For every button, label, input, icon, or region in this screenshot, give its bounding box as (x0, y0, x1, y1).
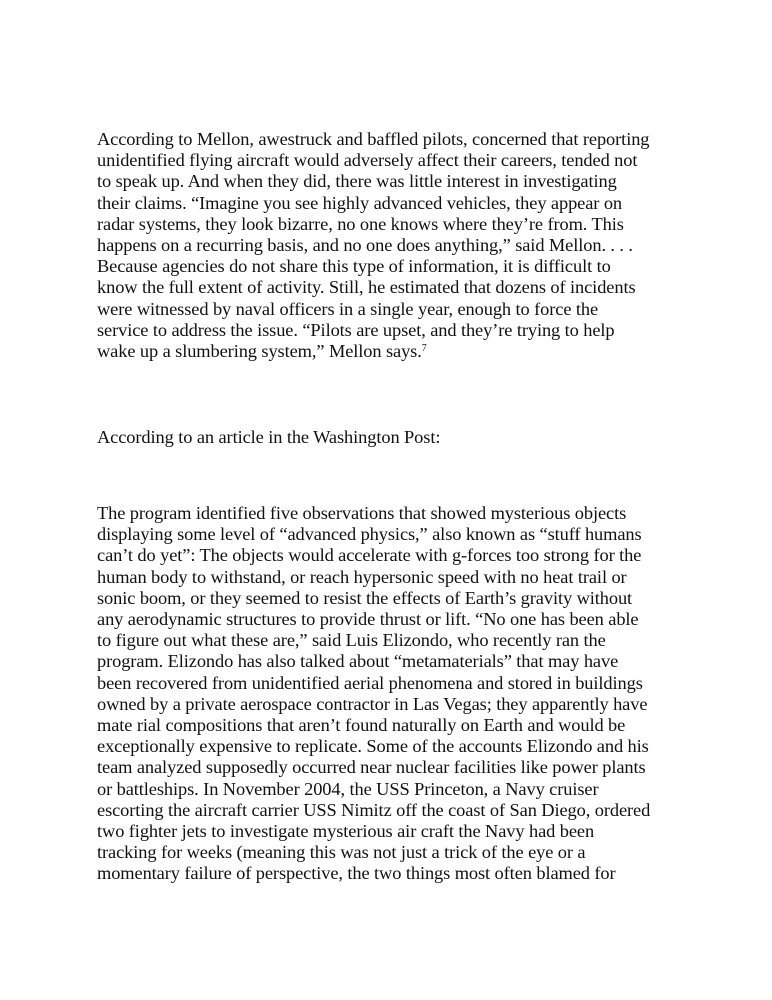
footnote-marker: 7 (421, 343, 427, 355)
text-line: The program identified five observations that showed mysterious objects (97, 503, 627, 523)
text-line: human body to withstand, or reach hypersonic speed with no heat trail or (97, 566, 627, 587)
text-line: happens on a recurring basis, and no one does anything,” said Mellon. . . . (97, 235, 633, 256)
text-line: been recovered from unidentified aerial phenomena and stored in buildings (97, 672, 643, 693)
text-line: escorting the aircraft carrier USS Nimitz off the coast of San Diego, ordered (97, 799, 651, 820)
text-line: program. Elizondo has also talked about “metamaterials” that may have (97, 651, 619, 672)
text-line: two fighter jets to investigate mysterious air craft the Navy had been (97, 821, 595, 842)
text-line: According to an article in the Washington Post: (97, 427, 441, 447)
quote-paragraph-mellon (97, 129, 687, 362)
text-line: or battleships. In November 2004, the USS Princeton, a Navy cruiser (97, 778, 599, 799)
text-line-last (97, 341, 687, 362)
text-line: their claims. “Imagine you see highly advanced vehicles, they appear on (97, 192, 623, 213)
text-line: can’t do yet”: The objects would accelerate with g-forces too strong for the (97, 545, 642, 566)
text-line: unidentified flying aircraft would adversely affect their careers, tended not (97, 150, 638, 171)
quote-paragraph-program (97, 503, 687, 885)
text-line: tracking for weeks (meaning this was not just a trick of the eye or a (97, 842, 586, 863)
text-line: team analyzed supposedly occurred near nuclear facilities like power plants (97, 757, 646, 778)
text-line: sonic boom, or they seemed to resist the effects of Earth’s gravity without (97, 587, 633, 608)
text-line-content: wake up a slumbering system,” Mellon says. (97, 341, 422, 362)
text-line: to speak up. And when they did, there was little interest in investigating (97, 171, 617, 192)
text-line: owned by a private aerospace contractor in Las Vegas; they apparently have (97, 693, 648, 714)
intro-paragraph-washington-post (97, 427, 687, 448)
text-line: to figure out what these are,” said Luis Elizondo, who recently ran the (97, 630, 606, 651)
text-line: service to address the issue. “Pilots are upset, and they’re trying to help (97, 319, 615, 340)
text-line: know the full extent of activity. Still, he estimated that dozens of incidents (97, 277, 636, 298)
text-line: radar systems, they look bizarre, no one knows where they’re from. This (97, 213, 624, 234)
text-line: exceptionally expensive to replicate. Some of the accounts Elizondo and his (97, 736, 649, 757)
text-line: Because agencies do not share this type of information, it is difficult to (97, 256, 611, 277)
text-line: mate rial compositions that aren’t found naturally on Earth and would be (97, 715, 626, 736)
text-line: According to Mellon, awestruck and baffled pilots, concerned that reporting (97, 129, 650, 149)
text-line: were witnessed by naval officers in a single year, enough to force the (97, 298, 599, 319)
text-line: any aerodynamic structures to provide thrust or lift. “No one has been able (97, 609, 639, 630)
text-line: momentary failure of perspective, the two things most often blamed for (97, 863, 616, 884)
text-line: displaying some level of “advanced physics,” also known as “stuff humans (97, 524, 642, 545)
